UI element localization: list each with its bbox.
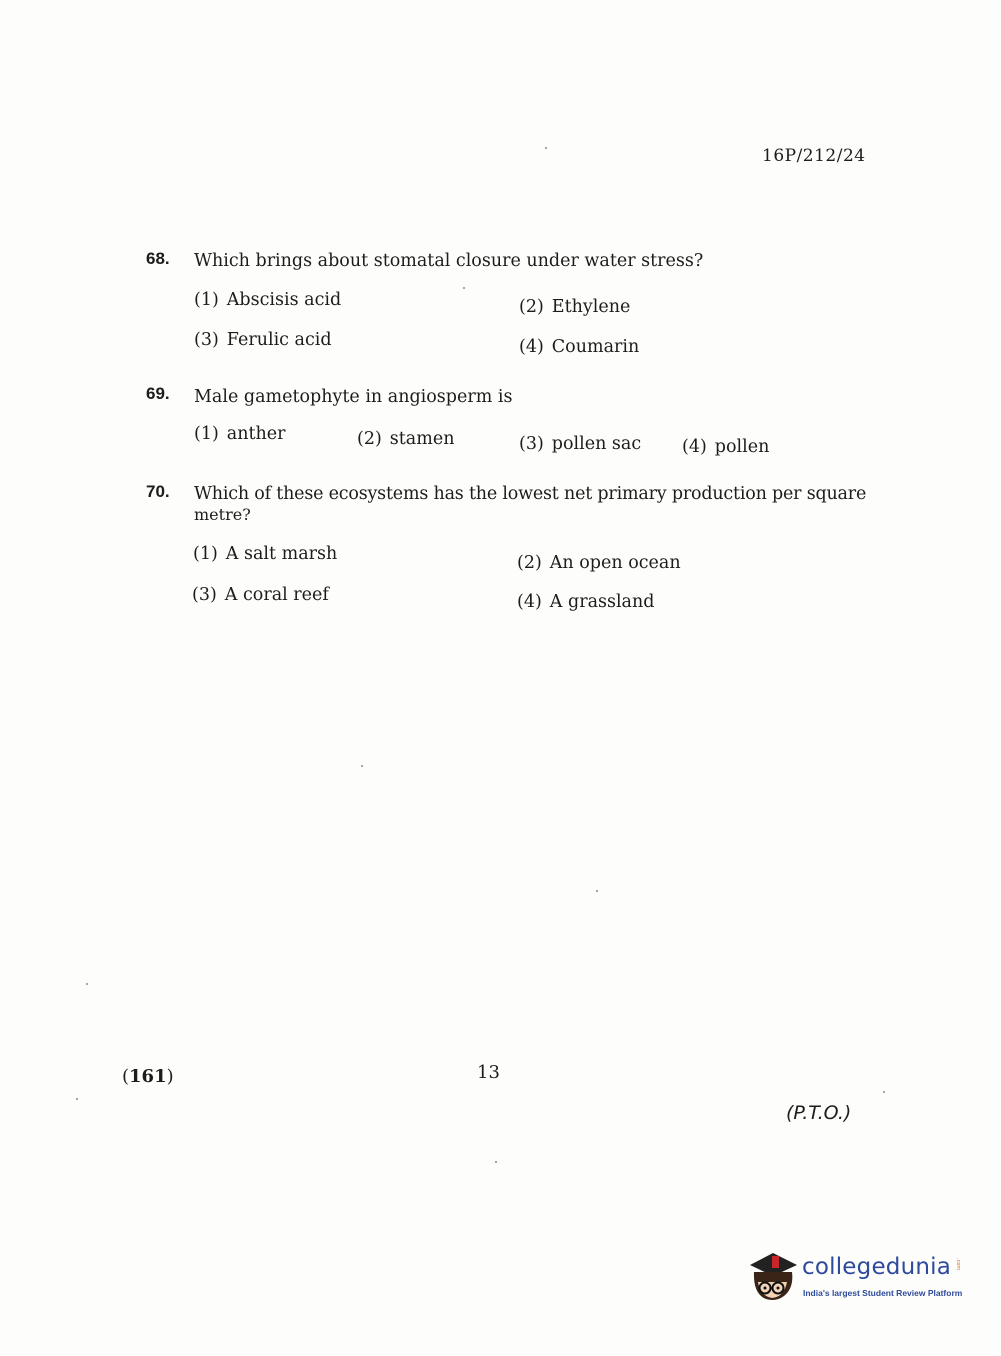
option-number: (2) [519,297,544,317]
mascot-graduate-icon [742,1248,804,1310]
option-text: Ferulic acid [226,330,332,350]
option-number: (3) [519,434,544,454]
question-69-option-2 [357,429,454,449]
collegedunia-logo [742,1248,972,1318]
question-70-option-4 [517,592,654,612]
question-69-option-3 [519,434,641,454]
logo-brand-name: collegedunia [802,1254,952,1280]
question-69-text: Male gametophyte in angiosperm is [194,387,513,407]
question-70-text-line-2: metre? [194,505,251,524]
option-number: (2) [517,553,542,573]
question-70-option-2 [517,553,681,573]
option-text: Ethylene [551,297,631,317]
option-text: A coral reef [224,585,329,605]
option-text: pollen sac [551,434,642,454]
option-text: stamen [389,429,455,449]
question-70-option-1 [193,544,337,564]
option-number: (2) [357,429,382,449]
option-number: (1) [193,544,218,564]
question-68-number: 68. [146,249,170,268]
question-70-option-3 [192,585,329,605]
question-68-option-1 [194,290,341,310]
paper-set-code [122,1066,174,1087]
scan-speck [86,983,88,985]
logo-dotcom: .com [955,1258,961,1271]
question-69-number: 69. [146,384,170,403]
option-number: (1) [194,424,219,444]
paper-set-code-number: 161 [129,1066,167,1087]
option-text: A salt marsh [225,544,338,564]
question-68-option-4 [519,337,639,357]
option-number: (4) [517,592,542,612]
option-text: Coumarin [551,337,640,357]
option-text: anther [226,424,286,444]
question-68-option-2 [519,297,630,317]
question-69-option-1 [194,424,286,444]
logo-tagline: India's largest Student Review Platform [803,1288,963,1298]
option-text: pollen [714,437,770,457]
option-number: (4) [519,337,544,357]
scan-speck [463,287,465,289]
option-text: Abscisis acid [226,290,342,310]
option-number: (4) [682,437,707,457]
scan-speck [495,1161,497,1163]
question-69-option-4 [682,437,769,457]
scan-speck [883,1091,885,1093]
scan-speck [596,890,598,892]
scan-speck [361,765,363,767]
paper-code: 16P/212/24 [762,146,866,166]
question-68-text: Which brings about stomatal closure under water stress? [194,251,704,271]
option-number: (3) [192,585,217,605]
option-number: (3) [194,330,219,350]
question-70-number: 70. [146,482,170,501]
pto-note: (P.T.O.) [786,1102,852,1124]
option-number: (1) [194,290,219,310]
paper-set-code-close: ) [166,1066,174,1087]
option-text: A grassland [549,592,655,612]
paper-set-code-open: ( [122,1066,130,1087]
option-text: An open ocean [549,553,681,573]
scan-speck [76,1098,78,1100]
question-70-text-line-1: Which of these ecosystems has the lowest net primary production per square [194,484,867,504]
scan-speck [545,147,547,149]
question-68-option-3 [194,330,332,350]
page-number: 13 [477,1062,500,1083]
